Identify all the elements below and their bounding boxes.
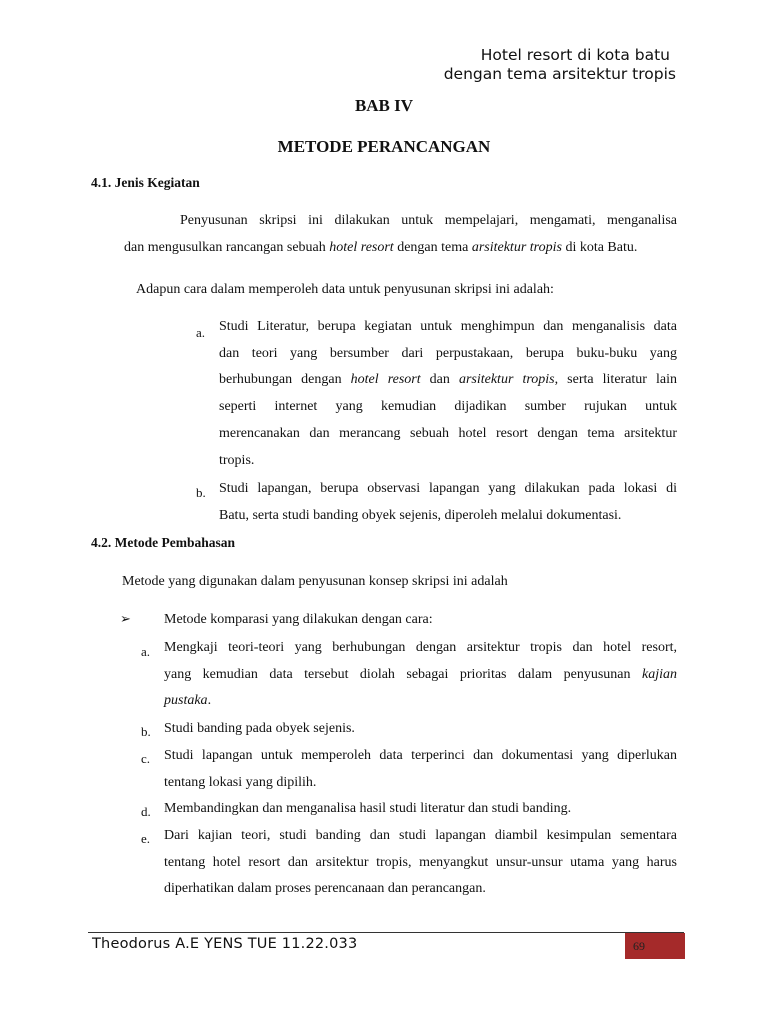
item-line: seperti internet yang kemudian dijadikan sumber rujukan untuk bbox=[219, 399, 677, 415]
list-marker-b: b. bbox=[196, 485, 206, 500]
paragraph-intro bbox=[124, 208, 677, 261]
list-item-mengkaji bbox=[164, 635, 677, 715]
paragraph-method-description: Metode yang digunakan dalam penyusunan konsep skripsi ini adalah bbox=[122, 574, 508, 589]
page-number-badge: 69 bbox=[625, 933, 685, 959]
footer-divider bbox=[88, 932, 684, 933]
list-marker-a: a. bbox=[196, 325, 206, 340]
italic-term: hotel resort bbox=[329, 239, 394, 255]
item-line: diperhatikan dalam proses perencanaan dan perancangan. bbox=[164, 881, 486, 897]
header-line-1: Hotel resort di kota batu bbox=[480, 46, 670, 64]
list-item-membandingkan: Membandingkan dan menganalisa hasil studi literatur dan studi banding. bbox=[164, 801, 572, 816]
list-item-studi-literatur bbox=[219, 314, 677, 474]
text-run: , serta literatur lain bbox=[554, 372, 678, 388]
list-marker-c: c. bbox=[141, 751, 151, 766]
text-run: dan bbox=[420, 372, 459, 388]
text-run: di kota Batu. bbox=[561, 239, 638, 255]
list-item-studi-banding: Studi banding pada obyek sejenis. bbox=[164, 721, 355, 736]
list-item-kesimpulan bbox=[164, 823, 677, 903]
paragraph-intro-line-1: Penyusunan skripsi ini dilakukan untuk mempelajari, mengamati, menganalisa bbox=[180, 213, 677, 228]
item-line: Studi Literatur, berupa kegiatan untuk menghimpun dan menganalisis data bbox=[219, 319, 677, 334]
running-header bbox=[444, 46, 676, 84]
item-line: tropis. bbox=[219, 452, 255, 468]
list-marker-e: e. bbox=[141, 831, 151, 846]
arrow-bullet-icon: ➢ bbox=[120, 612, 131, 627]
item-line bbox=[164, 662, 677, 689]
italic-term: arsitektur tropis bbox=[471, 239, 562, 255]
list-item-studi-lapangan bbox=[219, 476, 677, 529]
italic-term: kajian bbox=[642, 666, 677, 682]
section-heading-4-1: 4.1. Jenis Kegiatan bbox=[91, 175, 200, 190]
list-marker-b: b. bbox=[141, 724, 151, 739]
text-run: dan mengusulkan rancangan sebuah bbox=[124, 239, 330, 255]
header-line-2: dengan tema arsitektur tropis bbox=[443, 65, 676, 83]
item-line: Batu, serta studi banding obyek sejenis, diperoleh melalui dokumentasi. bbox=[219, 507, 622, 523]
text-run: berhubungan dengan bbox=[219, 372, 351, 388]
section-heading-4-2: 4.2. Metode Pembahasan bbox=[91, 535, 235, 550]
item-line: merencanakan dan merancang sebuah hotel resort dengan tema arsitektur bbox=[219, 425, 677, 441]
list-marker-a: a. bbox=[141, 644, 151, 659]
footer-author: Theodorus A.E YENS TUE 11.22.033 bbox=[92, 936, 358, 952]
item-line: tentang lokasi yang dipilih. bbox=[164, 774, 317, 790]
list-marker-d: d. bbox=[141, 804, 151, 819]
list-item-studi-lapangan bbox=[164, 743, 677, 796]
text-run: . bbox=[207, 693, 212, 709]
text-run: dengan tema bbox=[393, 239, 472, 255]
italic-term: pustaka bbox=[164, 693, 208, 709]
item-line bbox=[164, 688, 677, 715]
chapter-number: BAB IV bbox=[354, 96, 414, 115]
paragraph-method-intro: Adapun cara dalam memperoleh data untuk penyusunan skripsi ini adalah: bbox=[136, 282, 554, 297]
item-line: dan teori yang bersumber dari perpustakaan, berupa buku-buku yang bbox=[219, 345, 677, 361]
item-line: Mengkaji teori-teori yang berhubungan dengan arsitektur tropis dan hotel resort, bbox=[164, 640, 677, 655]
item-line: Studi lapangan untuk memperoleh data terperinci dan dokumentasi yang diperlukan bbox=[164, 748, 677, 763]
item-line bbox=[219, 367, 677, 394]
bullet-comparison-method: Metode komparasi yang dilakukan dengan cara: bbox=[164, 612, 433, 627]
item-line: Dari kajian teori, studi banding dan studi lapangan diambil kesimpulan sementara bbox=[164, 828, 677, 843]
italic-term: arsitektur tropis bbox=[458, 372, 555, 388]
chapter-title: METODE PERANCANGAN bbox=[277, 137, 491, 156]
item-line: Studi lapangan, berupa observasi lapangan yang dilakukan pada lokasi di bbox=[219, 481, 677, 496]
italic-term: hotel resort bbox=[350, 372, 421, 388]
item-line: tentang hotel resort dan arsitektur tropis, menyangkut unsur-unsur utama yang harus bbox=[164, 854, 677, 870]
paragraph-intro-line-2 bbox=[124, 235, 677, 262]
text-run: yang kemudian data tersebut diolah sebagai prioritas dalam penyusunan bbox=[164, 666, 642, 682]
